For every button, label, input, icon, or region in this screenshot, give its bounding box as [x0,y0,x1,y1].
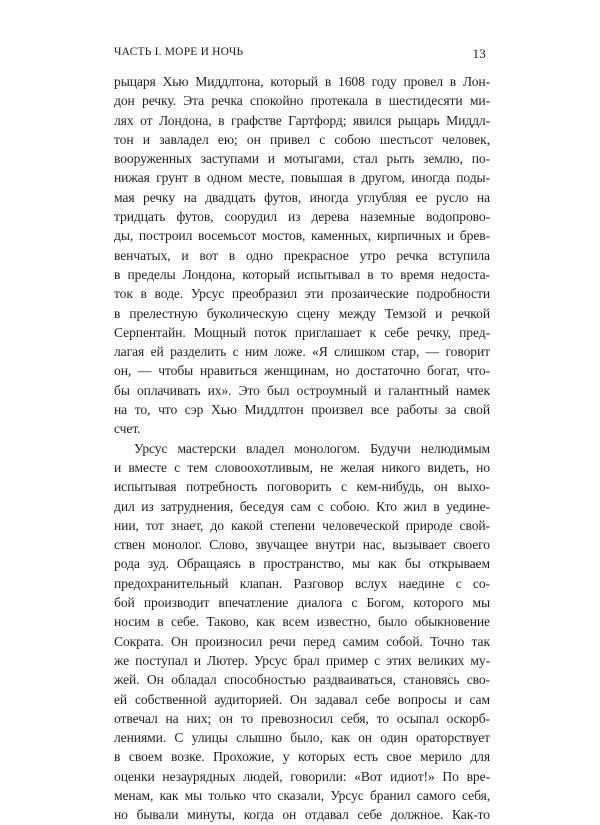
text-line: ток в воде. Урсус преобразил эти прозаические подробности [114,286,490,302]
text-line: же поступал и Лютер. Урсус брал пример с этих великих му- [114,652,490,668]
text-line: ей собственной аудиторией. Он задавал себе вопросы и сам [114,691,490,707]
text-line: в прелестную буколическую сцену между Темзой и речкой [114,305,490,321]
text-line: оценки незаурядных людей, говорили: «Вот идиот!» По вре- [114,768,490,784]
text-line: тон и завладел ею; он привел с собою шестьсот человек, [114,131,490,147]
text-line: отвечал на них; он то превозносил себя, то осыпал оскорб- [114,710,490,726]
page-number: 13 [472,46,486,61]
text-line: счет. [114,421,141,437]
text-line: нии, тот знает, до какой степени человеческой природе свой- [114,517,490,533]
text-line: и вместе с тем словоохотливым, не желая никого видеть, но [114,459,490,475]
text-line: носим в себе. Таково, как всем известно, было обыкновение [114,614,490,630]
text-line: рыцаря Хью Миддлтона, который в 1608 году провел в Лон- [114,74,490,89]
text-line: дон речку. Эта речка спокойно протекала в шестидесяти ми- [114,93,490,109]
text-line: бы оплачивать их». Это был остроумный и галантный намек [114,382,490,398]
text-line: тридцать футов, соорудил из дерева наземные водопрово- [114,209,490,225]
text-line: он, — чтобы нравиться женщинам, но достаточно богат, что- [114,363,490,379]
text-line: предохранительный клапан. Разговор вслух наедине с со- [114,575,490,591]
text-line: лениями. С улицы слышно было, как он один ораторствует [114,730,490,746]
text-line: дил из затруднения, беседуя сам с собою. Кто жил в уедине- [114,498,490,514]
text-line: ствен монолог. Слово, звучащее внутри нас, вызывает своего [114,537,490,553]
text-line: на то, что сэр Хью Миддлтон произвел все работы за свой [114,402,490,418]
text-line: жей. Он обладал способностью раздваиваться, становясь сво- [114,672,490,688]
text-line: в своем возке. Прохожие, у которых есть свое мерило для [114,749,490,765]
text-line: в пределы Лондона, который испытывал в то время недоста- [114,266,490,282]
text-line: лагая ей разделить с ним ложе. «Я слишком стар, — говорит [114,344,490,360]
text-line: бой производит впечатление диалога с Богом, которого мы [114,595,490,611]
text-line: вооруженных заступами и мотыгами, стал рыть землю, по- [114,151,490,167]
text-line: лях от Лондона, в графстве Гартфорд; явился рыцарь Миддл- [114,112,490,128]
text-line: менам, как мы только что сказали, Урсус бранил самого себя, [114,787,490,803]
text-line: рода зуд. Обращаясь в пространство, мы как бы открываем [114,556,490,572]
text-line: мая речку на двадцать футов, иногда углубляя ее русло на [114,189,490,205]
text-line: нижая грунт в одном месте, повышая в другом, иногда поды- [114,170,490,186]
running-head [114,46,486,66]
part-title: ЧАСТЬ I. МОРЕ И НОЧЬ [114,46,244,58]
text-line: Серпентайн. Мощный поток приглашает к себе речку, пред- [114,324,490,340]
text-line: но бывали минуты, когда он отдавал себе должное. Как-то [114,807,490,823]
text-line: Урсус мастерски владел монологом. Будучи нелюдимым [134,440,490,456]
text-line: испытывая потребность поговорить с кем-нибудь, он выхо- [114,479,490,495]
body-text [114,72,490,825]
text-line: венчатых, и вот в одно прекрасное утро речка вступила [114,247,490,263]
text-line: ды, построил восемьсот мостов, каменных, кирпичных и брев- [114,228,490,244]
text-line: Сократа. Он произносил речи перед самим собой. Точно так [114,633,490,649]
